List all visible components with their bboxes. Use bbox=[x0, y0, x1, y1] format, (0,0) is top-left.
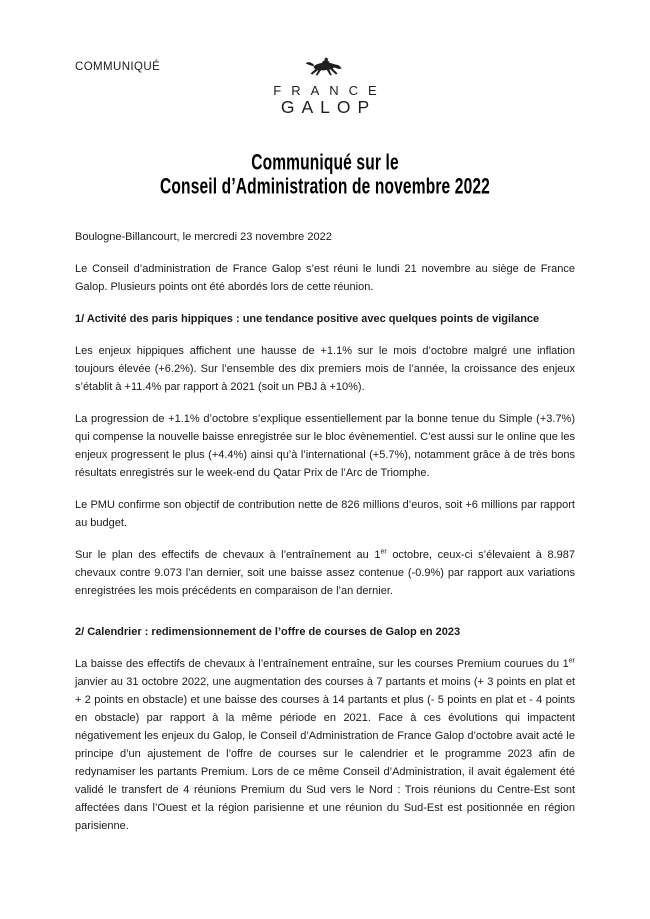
paragraph bbox=[75, 655, 575, 835]
ordinal-superscript: er bbox=[380, 548, 387, 556]
paragraph bbox=[75, 546, 575, 600]
horse-jockey-icon bbox=[305, 56, 345, 82]
title-line-1: Communiqué sur le bbox=[251, 150, 399, 176]
section-2-heading: 2/ Calendrier : redimensionnement de l’offre de courses de Galop en 2023 bbox=[75, 626, 461, 638]
paragraph-text: La baisse des effectifs de chevaux à l’entraînement entraîne, sur les courses Premium courues du 1 bbox=[75, 658, 569, 670]
document-title bbox=[0, 151, 650, 199]
france-galop-logo bbox=[0, 56, 650, 118]
logo-text-galop: GALOP bbox=[280, 97, 377, 117]
paragraph: Le PMU confirme son objectif de contribution nette de 826 millions d’euros, soit +6 millions par rapport au budget. bbox=[75, 499, 575, 529]
title-line-2: Conseil d’Administration de novembre 2022 bbox=[160, 174, 490, 200]
ordinal-superscript: er bbox=[568, 657, 575, 665]
paragraph: Les enjeux hippiques affichent une hausse de +1.1% sur le mois d’octobre malgré une inflation toujours élevée (+6.2%). Sur l’ensemble des dix premiers mois de l’année, la croissance des enjeux s’établit à +11.4% par rapport à 2021 (soit un PBJ à +10%). bbox=[75, 345, 575, 393]
section-1-heading: 1/ Activité des paris hippiques : une tendance positive avec quelques points de vigilance bbox=[75, 313, 540, 325]
paragraph-text: octobre, ceux-ci s’élevaient à 8.987 chevaux contre 9.073 l’an dernier, soit une baisse assez contenue (-0.9%) par rapport aux variations enregistrées les mois précédents en comparaison de l’an dernier. bbox=[75, 549, 575, 597]
section-calendrier bbox=[75, 623, 575, 835]
kicker: COMMUNIQUÉ bbox=[75, 61, 161, 73]
paragraph: La progression de +1.1% d’octobre s’explique essentiellement par la bonne tenue du Simple (+3.7%) qui compense la nouvelle baisse enregistrée sur le bloc évènementiel. C’est aussi sur le online que les enjeux progressent le plus (+4.4%) ainsi qu’à l’international (+5.7%), notamment grâce à de très bons résultats enregistrés sur le week-end du Qatar Prix de l’Arc de Triomphe. bbox=[75, 413, 575, 479]
section-paris-hippiques bbox=[75, 310, 575, 600]
dateline: Boulogne-Billancourt, le mercredi 23 novembre 2022 bbox=[75, 231, 332, 243]
intro-paragraph: Le Conseil d’administration de France Galop s’est réuni le lundi 21 novembre au siège de France Galop. Plusieurs points ont été abordés lors de cette réunion. bbox=[75, 263, 575, 293]
logo-text-france: FRANCE bbox=[273, 83, 387, 98]
paragraph-text: Sur le plan des effectifs de chevaux à l’entraînement au 1 bbox=[75, 549, 381, 561]
document-body bbox=[75, 228, 575, 849]
paragraph-text: janvier au 31 octobre 2022, une augmentation des courses à 7 partants et moins (+ 3 points en plat et + 2 points en obstacle) et une baisse des courses à 14 partants et plus (- 5 points en plat et - 4 points en obstacle) par rapport à la même période en 2021. Face à ces évolutions qui impactent négativement les enjeux du Galop, le Conseil d’Administration de France Galop d’octobre avait acté le principe d’un ajustement de l’offre de courses sur le calendrier et le programme 2023 afin de redynamiser les partants Premium. Lors de ce même Conseil d’Administration, il avait également été validé le transfert de 4 réunions Premium du Sud vers le Nord : Trois réunions du Centre-Est sont affectées dans l’Ouest et la région parisienne et une réunion du Sud-Est est positionnée en région parisienne. bbox=[75, 676, 575, 832]
